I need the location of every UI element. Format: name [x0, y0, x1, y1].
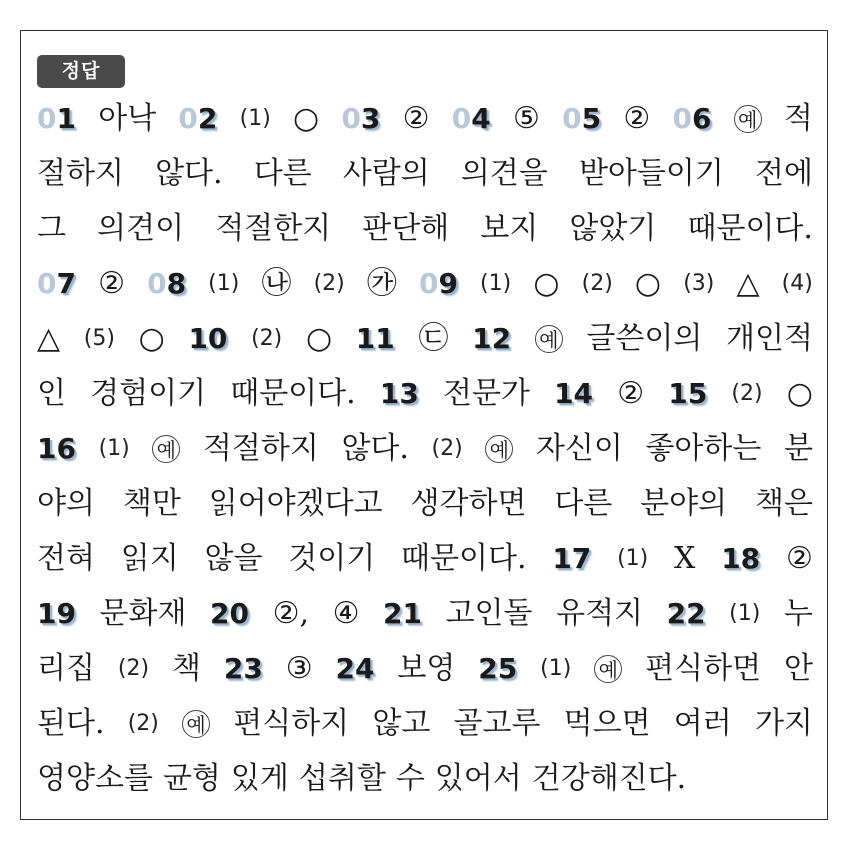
sub-item-marker: (1)	[98, 436, 130, 461]
question-number	[380, 366, 419, 421]
answer-word: 야의	[37, 486, 95, 521]
answer-line	[37, 531, 813, 586]
answer-word: 글쓴이의	[586, 321, 703, 356]
answer-word: 적절하지	[202, 431, 319, 466]
question-number-digit: 11	[355, 322, 395, 355]
question-number	[341, 91, 380, 146]
question-number	[562, 91, 601, 146]
sub-item-marker: (1)	[208, 271, 240, 296]
answer-word: ②,	[272, 596, 310, 631]
question-number-lead-digit: 0	[451, 102, 472, 135]
question-number-lead-digit: 0	[178, 102, 198, 135]
answer-word: 받아들이기	[578, 156, 724, 191]
answer-word: ○	[786, 376, 813, 411]
example-marker: 예	[535, 325, 563, 353]
answer-word: 편식하면	[645, 651, 762, 686]
question-number	[383, 586, 422, 641]
sub-item-marker: (2)	[731, 381, 763, 406]
answer-word: 사람의	[342, 156, 430, 191]
sub-item-marker: (2)	[251, 326, 283, 351]
question-number	[336, 641, 375, 696]
answer-word: 생각하면	[410, 486, 527, 521]
question-number	[452, 91, 491, 146]
question-number	[552, 531, 591, 586]
example-marker: 예	[734, 105, 762, 133]
answer-word: 때문이다.	[230, 376, 356, 411]
answer-word: 아낙	[98, 101, 157, 136]
answer-word: ○	[293, 101, 320, 136]
question-number-digit: 16	[37, 432, 76, 465]
sub-item-marker: (1)	[480, 271, 512, 296]
answer-word: △	[37, 321, 61, 356]
answer-word: 않다.	[155, 156, 223, 191]
answer-word: ○	[634, 266, 662, 301]
answer-word: 않고	[372, 706, 431, 741]
answer-word: 것이기	[288, 541, 376, 576]
question-number-digit: 19	[37, 597, 76, 630]
answer-word: 리집	[37, 651, 95, 686]
answer-word: 있게	[230, 761, 289, 796]
answer-word: 않을	[204, 541, 263, 576]
answer-line	[37, 586, 813, 641]
sub-item-marker: (2)	[431, 436, 463, 461]
question-number-digit: 24	[335, 652, 375, 685]
question-number-digit: 18	[721, 542, 761, 575]
question-number	[37, 421, 76, 476]
question-number	[188, 311, 227, 366]
answer-word: 수	[395, 761, 425, 796]
answer-line	[37, 311, 813, 366]
question-number	[478, 641, 517, 696]
answer-word: 분야의	[640, 486, 728, 521]
answer-word: 그	[37, 211, 66, 246]
answer-word: △	[736, 266, 760, 301]
answer-word: 전에	[754, 156, 813, 191]
question-number-digit: 20	[210, 597, 250, 630]
question-number-digit: 15	[668, 377, 708, 410]
sub-item-marker: (1)	[617, 546, 649, 571]
sub-item-marker: (3)	[683, 271, 715, 296]
answer-word: 먹으면	[563, 706, 651, 741]
question-number-lead-digit: 0	[37, 102, 57, 135]
question-number-digit: 10	[188, 322, 228, 355]
answer-word: ⑤	[512, 101, 540, 136]
answer-line	[37, 696, 813, 751]
answer-word: ③	[285, 651, 313, 686]
example-marker: 예	[485, 435, 513, 463]
answer-line	[37, 421, 813, 476]
answer-word: 편식하지	[233, 706, 350, 741]
question-number-digit: 3	[360, 102, 381, 135]
answer-word: 경험이기	[90, 376, 207, 411]
answer-word: 된다.	[37, 706, 105, 741]
question-number	[147, 256, 186, 311]
answer-word: 때문이다.	[687, 211, 813, 246]
answer-word: 적	[783, 101, 813, 136]
question-number	[672, 91, 711, 146]
question-number-lead-digit: 0	[147, 267, 167, 300]
answer-word: ②	[617, 376, 645, 411]
question-number-digit: 7	[56, 267, 76, 300]
sub-item-marker: (1)	[729, 601, 761, 626]
answer-word: ○	[305, 321, 333, 356]
answer-word: 않다.	[341, 431, 409, 466]
answer-word: 분	[783, 431, 813, 466]
question-number-lead-digit: 0	[418, 267, 439, 300]
answer-word: ④	[332, 596, 360, 631]
question-number	[210, 586, 249, 641]
question-number	[37, 586, 76, 641]
question-number	[667, 586, 706, 641]
answer-word: 보영	[397, 651, 456, 686]
answer-word: 가지	[754, 706, 813, 741]
answer-word: 고인돌	[445, 596, 533, 631]
sub-item-marker: (2)	[313, 271, 345, 296]
answer-word: 보지	[480, 211, 539, 246]
example-marker: 예	[182, 710, 210, 738]
answer-line	[37, 366, 813, 421]
answer-word: 누	[783, 596, 813, 631]
question-number-digit: 21	[383, 597, 423, 630]
answer-word: 절하지	[37, 156, 124, 191]
answer-word: 안	[783, 651, 813, 686]
sub-item-marker: (5)	[83, 326, 115, 351]
question-number	[668, 366, 707, 421]
question-number-lead-digit: 0	[341, 102, 361, 135]
question-number-digit: 5	[581, 102, 602, 135]
answer-line	[37, 256, 813, 311]
answer-word: ㉯	[261, 266, 292, 301]
answer-line	[37, 91, 813, 146]
answer-word: 섭취할	[298, 761, 386, 796]
question-number-digit: 2	[197, 102, 218, 135]
answer-word: 있어서	[434, 761, 522, 796]
answer-word: X	[674, 541, 696, 576]
answer-word: 적절한지	[215, 211, 332, 246]
example-marker: 예	[594, 655, 622, 683]
answer-box	[20, 30, 828, 820]
question-number-lead-digit: 0	[562, 102, 582, 135]
sub-item-marker: (1)	[239, 106, 271, 131]
answer-word: 다른	[253, 156, 312, 191]
question-number-digit: 25	[478, 652, 518, 685]
answer-line	[37, 751, 813, 806]
question-number-lead-digit: 0	[672, 102, 692, 135]
answer-word: 때문이다.	[401, 541, 527, 576]
question-number-digit: 17	[552, 542, 592, 575]
question-number-digit: 4	[471, 102, 491, 135]
answer-word: 건강해진다.	[531, 761, 687, 796]
question-number-digit: 22	[666, 597, 706, 630]
question-number-digit: 12	[472, 322, 512, 355]
answer-word: 의견이	[97, 211, 185, 246]
answer-word: ②	[402, 101, 430, 136]
answer-word: 여러	[673, 706, 732, 741]
question-number-digit: 14	[554, 377, 594, 410]
answer-word: 책만	[122, 486, 181, 521]
question-number-digit: 8	[166, 267, 187, 300]
answer-word: 판단해	[362, 211, 450, 246]
question-number-digit: 6	[691, 102, 712, 135]
answer-word: 문화재	[99, 596, 187, 631]
question-number-digit: 23	[223, 652, 263, 685]
answer-line	[37, 641, 813, 696]
answer-word: 의견을	[460, 156, 548, 191]
answer-word: 인	[37, 376, 66, 411]
answer-word: 전문가	[442, 376, 530, 411]
example-marker: 예	[152, 435, 180, 463]
answer-word: ②	[785, 541, 813, 576]
answer-word: 자신이	[535, 431, 623, 466]
answer-word: 읽지	[120, 541, 179, 576]
answer-word: 유적지	[556, 596, 644, 631]
question-number-digit: 13	[379, 377, 419, 410]
answer-word: 영양소를	[37, 761, 153, 796]
answer-word: ○	[138, 321, 165, 356]
question-number-digit: 1	[56, 102, 76, 135]
answer-word: 책	[171, 651, 201, 686]
question-number	[419, 256, 458, 311]
question-number	[554, 366, 593, 421]
question-number	[356, 311, 395, 366]
answer-word: 골고루	[453, 706, 541, 741]
question-number	[37, 91, 76, 146]
question-number	[224, 641, 263, 696]
answer-line	[37, 146, 813, 201]
sub-item-marker: (4)	[781, 271, 813, 296]
answer-word: ②	[98, 266, 125, 301]
question-number	[721, 531, 760, 586]
answer-word: ○	[533, 266, 560, 301]
answer-word: 좋아하는	[645, 431, 762, 466]
answer-word: 전혀	[37, 541, 95, 576]
answer-word: 균형	[162, 761, 221, 796]
answer-line	[37, 476, 813, 531]
answer-word: ㉢	[418, 321, 449, 356]
answer-word: 다른	[554, 486, 613, 521]
sub-item-marker: (1)	[540, 656, 572, 681]
question-number	[178, 91, 217, 146]
question-number-digit: 9	[438, 267, 458, 300]
sub-item-marker: (2)	[581, 271, 613, 296]
answer-word: 책은	[755, 486, 813, 521]
answer-word: 읽어야겠다고	[208, 486, 383, 521]
question-number-lead-digit: 0	[37, 267, 57, 300]
question-number	[472, 311, 511, 366]
answer-line	[37, 201, 813, 256]
answer-word: ㉮	[366, 266, 397, 301]
answer-badge: 정답	[37, 55, 125, 88]
sub-item-marker: (2)	[127, 711, 159, 736]
sub-item-marker: (2)	[117, 656, 150, 681]
answer-word: 않았기	[569, 211, 657, 246]
answer-word: ②	[623, 101, 651, 136]
question-number	[37, 256, 76, 311]
answer-word: 개인적	[726, 321, 813, 356]
answer-text	[37, 91, 813, 806]
